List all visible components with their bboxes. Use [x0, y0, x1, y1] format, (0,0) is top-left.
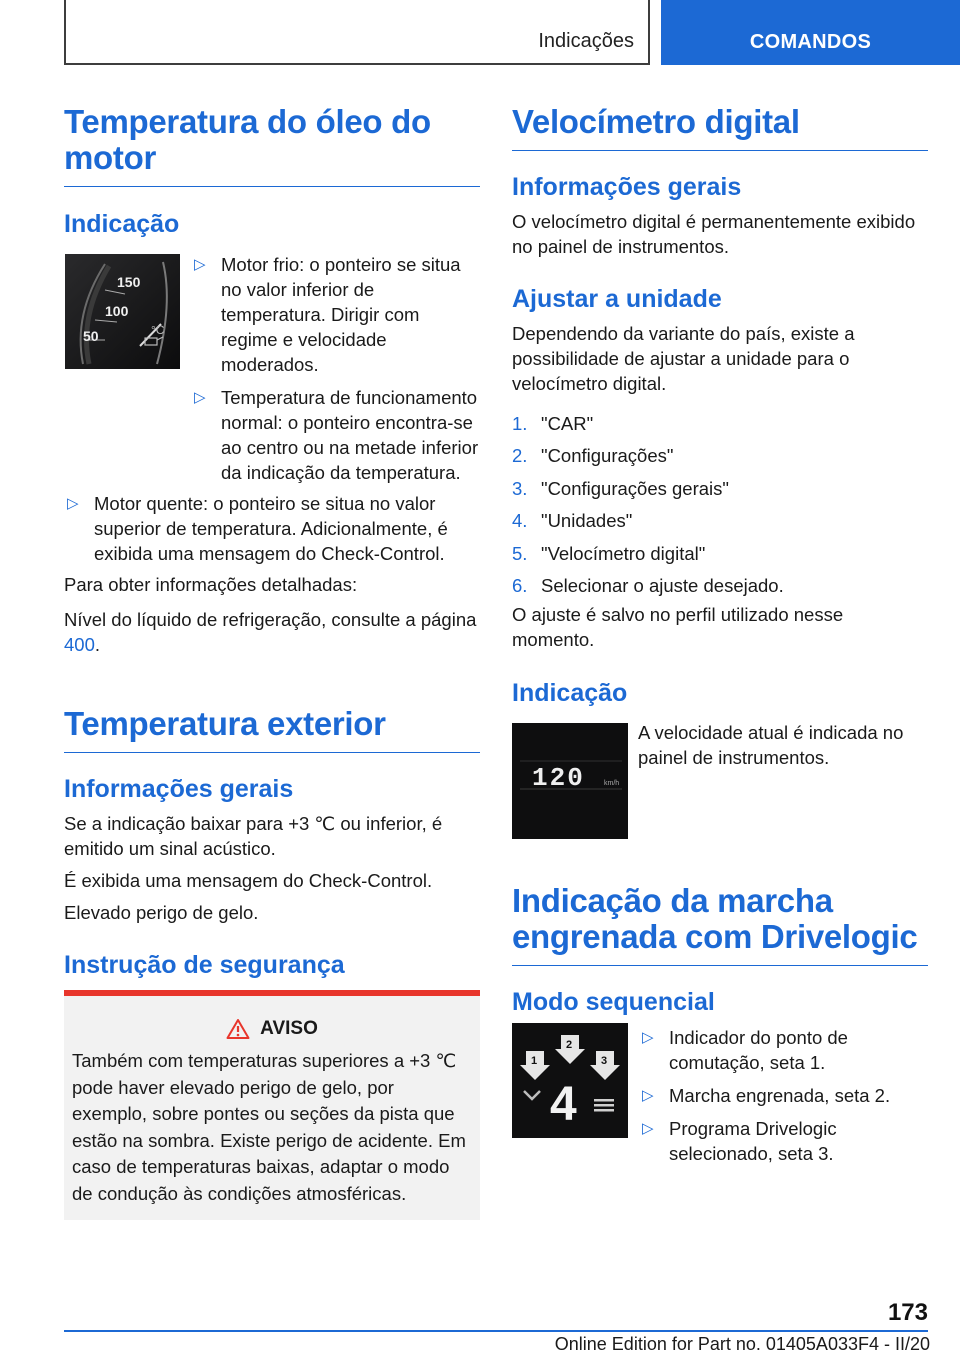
gear-indicator-list: [642, 1025, 928, 1174]
page-number: 173: [887, 1299, 928, 1326]
list-item: 5. "Velocímetro digital": [512, 542, 706, 564]
speed-unit: km/h: [604, 780, 620, 787]
speedo-general-text: O velocímetro digital é permanentemente exibido no painel de instrumentos.: [512, 211, 916, 257]
speedo-indication-heading: Indicação: [512, 679, 628, 707]
unit-heading: Ajustar a unidade: [512, 285, 722, 313]
gauge-unit-label: °C: [151, 323, 165, 337]
triangle-bullet-icon: ▷: [642, 1120, 654, 1137]
warning-text: Também com temperaturas superiores a +3 ℃ pode haver elevado perigo de gelo, por exemplo, sobre pontes ou seções da pista que estão na sombra. Existe perigo de acidente. Em caso de temperaturas baixas, adaptar o modo de condução às condições atmosféricas.: [72, 1050, 466, 1204]
outside-temp-title: Temperatura exterior: [64, 706, 480, 753]
unit-steps-list: [512, 411, 928, 605]
gauge-label-100: 100: [105, 303, 129, 319]
list-item: 1. "CAR": [512, 413, 594, 434]
speedo-general-heading: Informações gerais: [512, 173, 742, 201]
triangle-bullet-icon: ▷: [67, 495, 79, 512]
triangle-bullet-icon: ▷: [642, 1087, 654, 1104]
list-item: ▷ Marcha engrenada, seta 2.: [642, 1085, 891, 1106]
oil-indication-list: [67, 491, 480, 574]
warning-box: [64, 990, 480, 1220]
list-item: ▷ Motor quente: o ponteiro se situa no valor superior de temperatura. Adicionalmente, é exibida uma mensagem do Check-Control.: [67, 493, 448, 564]
unit-text: Dependendo da variante do país, existe a possibilidade de ajustar a unidade para o velocímetro digital.: [512, 323, 855, 394]
list-item: 3. "Configurações gerais": [512, 477, 729, 499]
list-item: ▷ Indicador do ponto de comutação, seta 1.: [642, 1027, 848, 1073]
outside-p3: Elevado perigo de gelo.: [64, 902, 259, 923]
arrow-label-2: 2: [566, 1039, 573, 1051]
header-section-label: Indicações: [538, 30, 634, 52]
header-section-tab: [64, 0, 650, 65]
list-item: ▷ Temperatura de funcionamento normal: o ponteiro encontra-se ao centro ou na metade inferior da indicação da temperatura.: [194, 387, 479, 483]
saved-text: O ajuste é salvo no perfil utilizado nesse momento.: [512, 604, 844, 650]
gauge-label-50: 50: [83, 328, 99, 344]
list-item: 2. "Configurações": [512, 445, 674, 467]
triangle-bullet-icon: ▷: [194, 389, 206, 406]
footer-divider: [64, 1330, 928, 1332]
arrow-label-1: 1: [531, 1055, 538, 1067]
outside-p1: Se a indicação baixar para +3 ℃ ou inferior, é emitido um sinal acústico.: [64, 813, 443, 859]
speedo-indication-text: A velocidade atual é indicada no painel de instrumentos.: [638, 722, 904, 768]
triangle-bullet-icon: ▷: [642, 1029, 654, 1046]
edition-text: Online Edition for Part no. 01405A033F4 - II/20: [554, 1334, 930, 1354]
oil-indication-list-nested: [194, 252, 480, 493]
oil-gauge-image: [65, 254, 180, 369]
safety-heading: Instrução de segurança: [64, 951, 345, 979]
gauge-label-150: 150: [117, 274, 141, 290]
coolant-reference: Nível do líquido de refrigeração, consulte a página 400.: [64, 609, 477, 655]
list-item: ▷ Motor frio: o ponteiro se situa no valor inferior de temperatura. Dirigir com regime e velocidade moderados.: [194, 254, 461, 375]
page-link[interactable]: 400: [64, 634, 95, 655]
drivelogic-program-icon: [594, 1099, 614, 1112]
outside-general-heading: Informações gerais: [64, 775, 294, 803]
digital-speed-display-image: [512, 723, 628, 839]
more-info-text: Para obter informações detalhadas:: [64, 574, 358, 595]
gear-indicator-image: [512, 1023, 628, 1138]
gear-title: Indicação da marcha engrenada com Drivelogic: [512, 883, 928, 966]
list-item: ▷ Programa Drivelogic selecionado, seta 3.: [642, 1118, 837, 1164]
header-chapter-label: COMANDOS: [749, 31, 872, 53]
warning-label: AVISO: [260, 1018, 318, 1039]
outside-p2: É exibida uma mensagem do Check-Control.: [64, 870, 433, 891]
speed-value: 120: [532, 763, 585, 793]
list-item: 6. Selecionar o ajuste desejado.: [512, 574, 784, 596]
list-item: 4. "Unidades": [512, 510, 633, 532]
arrow-label-3: 3: [601, 1055, 608, 1067]
speedo-title: Velocímetro digital: [512, 104, 928, 151]
sequential-mode-heading: Modo sequencial: [512, 988, 715, 1016]
gear-value: 4: [550, 1078, 577, 1131]
oil-temp-title: Temperatura do óleo do motor: [64, 104, 480, 187]
triangle-bullet-icon: ▷: [194, 256, 206, 273]
header-chapter-tab: [661, 0, 960, 65]
oil-indication-heading: Indicação: [64, 210, 180, 238]
warning-triangle-icon: [226, 1018, 250, 1040]
